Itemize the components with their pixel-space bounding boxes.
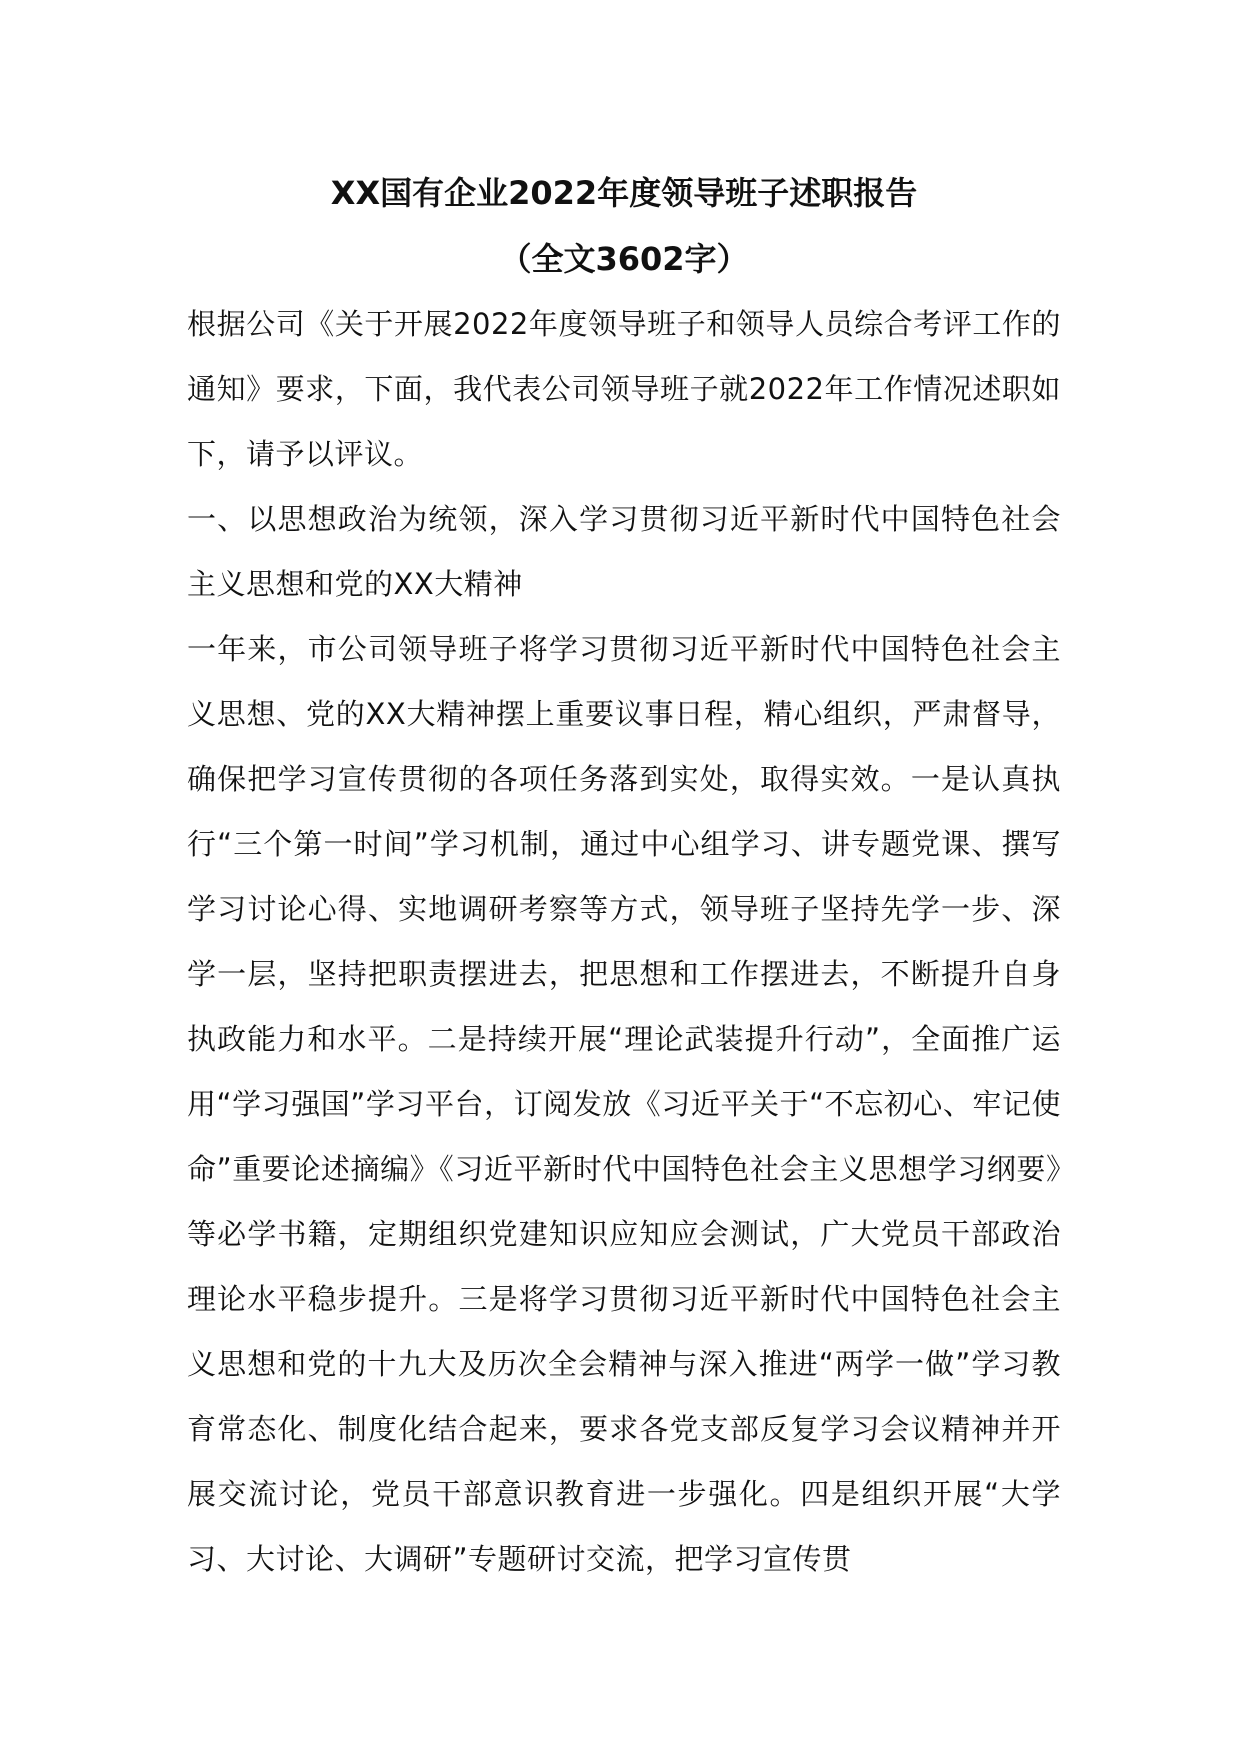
document-subtitle: （全文3602字） [499,240,749,278]
intro-paragraph: 根据公司《关于开展2022年度领导班子和领导人员综合考评工作的通知》要求，下面，我代表公司领导班子就2022年工作情况述职如下，请予以评议。 [187,307,1061,471]
section-heading: 一、以思想政治为统领，深入学习贯彻习近平新时代中国特色社会主义思想和党的XX大精神 [187,502,1061,601]
document-content [187,160,1061,1592]
document-title: XX国有企业2022年度领导班子述职报告 [330,174,918,212]
section-body-paragraph: 一年来，市公司领导班子将学习贯彻习近平新时代中国特色社会主义思想、党的XX大精神摆上重要议事日程，精心组织，严肃督导，确保把学习宣传贯彻的各项任务落到实处，取得实效。一是认真执行“三个第一时间”学习机制，通过中心组学习、讲专题党课、撰写学习讨论心得、实地调研考察等方式，领导班子坚持先学一步、深学一层，坚持把职责摆进去，把思想和工作摆进去，不断提升自身执政能力和水平。二是持续开展“理论武装提升行动”，全面推广运用“学习强国”学习平台，订阅发放《习近平关于“不忘初心、牢记使命”重要论述摘编》《习近平新时代中国特色社会主义思想学习纲要》等必学书籍，定期组织党建知识应知应会测试，广大党员干部政治理论水平稳步提升。三是将学习贯彻习近平新时代中国特色社会主义思想和党的十九大及历次全会精神与深入推进“两学一做”学习教育常态化、制度化结合起来，要求各党支部反复学习会议精神并开展交流讨论，党员干部意识教育进一步强化。四是组织开展“大学习、大讨论、大调研”专题研讨交流，把学习宣传贯 [187,632,1061,1576]
